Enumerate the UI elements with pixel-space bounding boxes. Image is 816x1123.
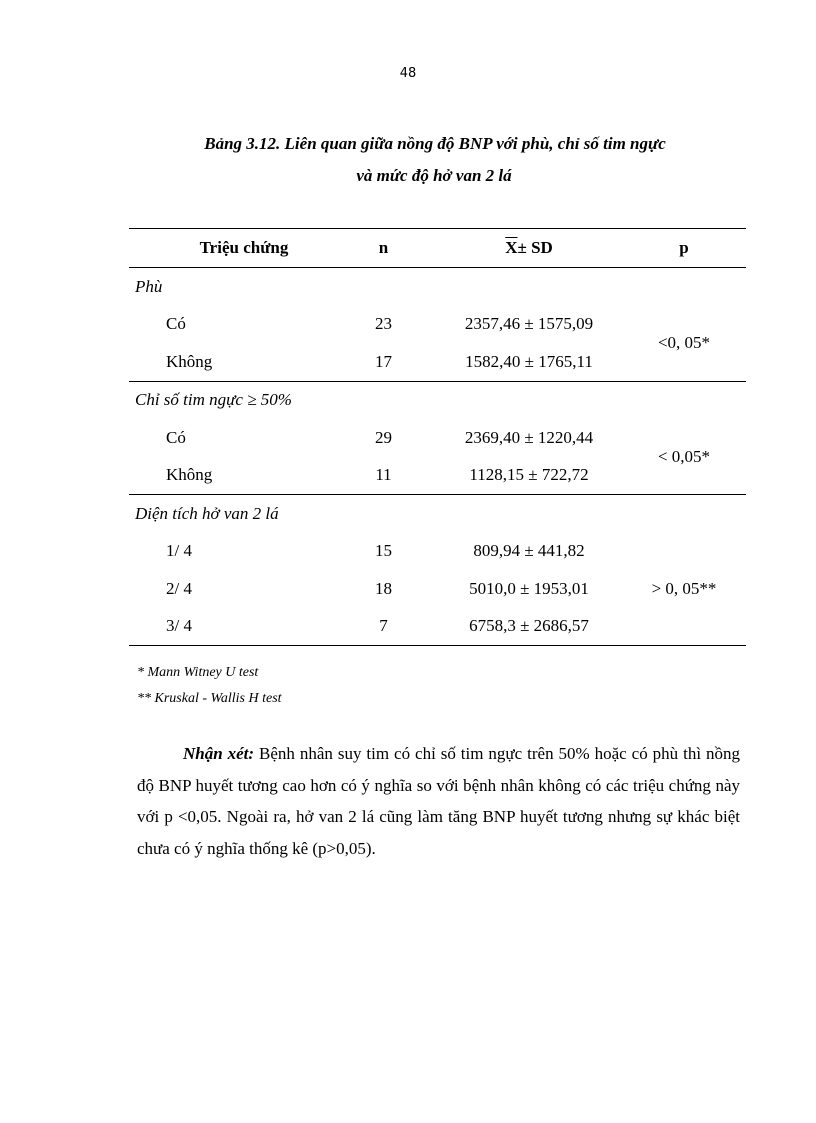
row-value: 1582,40 ± 1765,11 — [465, 351, 593, 371]
row-name: Có — [166, 427, 186, 447]
row-n: 7 — [379, 616, 388, 636]
header-sd: ± SD — [517, 238, 553, 257]
header-mean-sd — [422, 229, 636, 267]
row-name: 3/ 4 — [166, 616, 192, 636]
row-value: 1128,15 ± 722,72 — [469, 465, 589, 485]
row-value: 2369,40 ± 1220,44 — [464, 427, 594, 447]
remark-paragraph — [137, 738, 740, 865]
group-label: Chỉ số tim ngực ≥ 50% — [135, 390, 292, 410]
header-symptom: Triệu chứng — [199, 238, 289, 257]
footnote-kruskal-wallis: ** Kruskal - Wallis H test — [137, 691, 282, 706]
row-name: 1/ 4 — [166, 541, 192, 561]
row-name: Có — [166, 314, 186, 334]
row-value: 2357,46 ± 1575,09 — [464, 314, 594, 334]
table-group-cardiothoracic-ratio — [129, 382, 746, 496]
group-label: Diện tích hở van 2 lá — [135, 503, 279, 523]
row-n: 29 — [375, 427, 392, 447]
table-group-edema — [129, 268, 746, 382]
row-n: 18 — [375, 578, 392, 598]
results-table — [129, 228, 746, 646]
table-caption-line-1: Bảng 3.12. Liên quan giữa nồng độ BNP với phù, chỉ số tim ngực — [204, 134, 666, 153]
row-n: 11 — [375, 465, 392, 485]
row-n: 15 — [375, 541, 392, 561]
row-name: Không — [166, 465, 213, 485]
table-header-row — [129, 229, 746, 268]
header-p: p — [679, 238, 689, 257]
page-number: 48 — [399, 66, 417, 81]
table-footnotes — [137, 660, 282, 712]
row-value: 809,94 ± 441,82 — [473, 541, 585, 561]
remark-lead: Nhận xét: — [183, 744, 255, 763]
row-name: Không — [166, 351, 213, 371]
remark-text: Bệnh nhân suy tim có chỉ số tim ngực trên 50% hoặc có phù thì nồng độ BNP huyết tương cao hơn có ý nghĩa so với bệnh nhân không có các triệu chứng này với p <0,05. Ngoài ra, hở van 2 lá cũng làm tăng BNP huyết tương nhưng sự khác biệt chưa có ý nghĩa thống kê (p>0,05). — [137, 744, 741, 859]
group-label-row — [129, 268, 746, 306]
group-p-value: < 0,05* — [657, 446, 711, 466]
row-n: 23 — [375, 314, 392, 334]
row-name: 2/ 4 — [166, 578, 192, 598]
group-label: Phù — [135, 276, 163, 296]
table-caption-line-2: và mức độ hở van 2 lá — [356, 166, 512, 185]
table-group-mitral-regurgitation — [129, 495, 746, 646]
footnote-mann-whitney: * Mann Witney U test — [137, 665, 259, 680]
header-mean-symbol: $\overline{X}$ — [505, 238, 518, 257]
row-n: 17 — [375, 351, 392, 371]
header-n: n — [378, 238, 389, 257]
group-p-value: <0, 05* — [657, 333, 711, 352]
group-label-row — [129, 495, 746, 533]
row-value: 6758,3 ± 2686,57 — [469, 616, 589, 636]
row-value: 5010,0 ± 1953,01 — [469, 578, 589, 598]
group-label-row — [129, 382, 746, 420]
group-p-value: > 0, 05** — [651, 578, 717, 598]
